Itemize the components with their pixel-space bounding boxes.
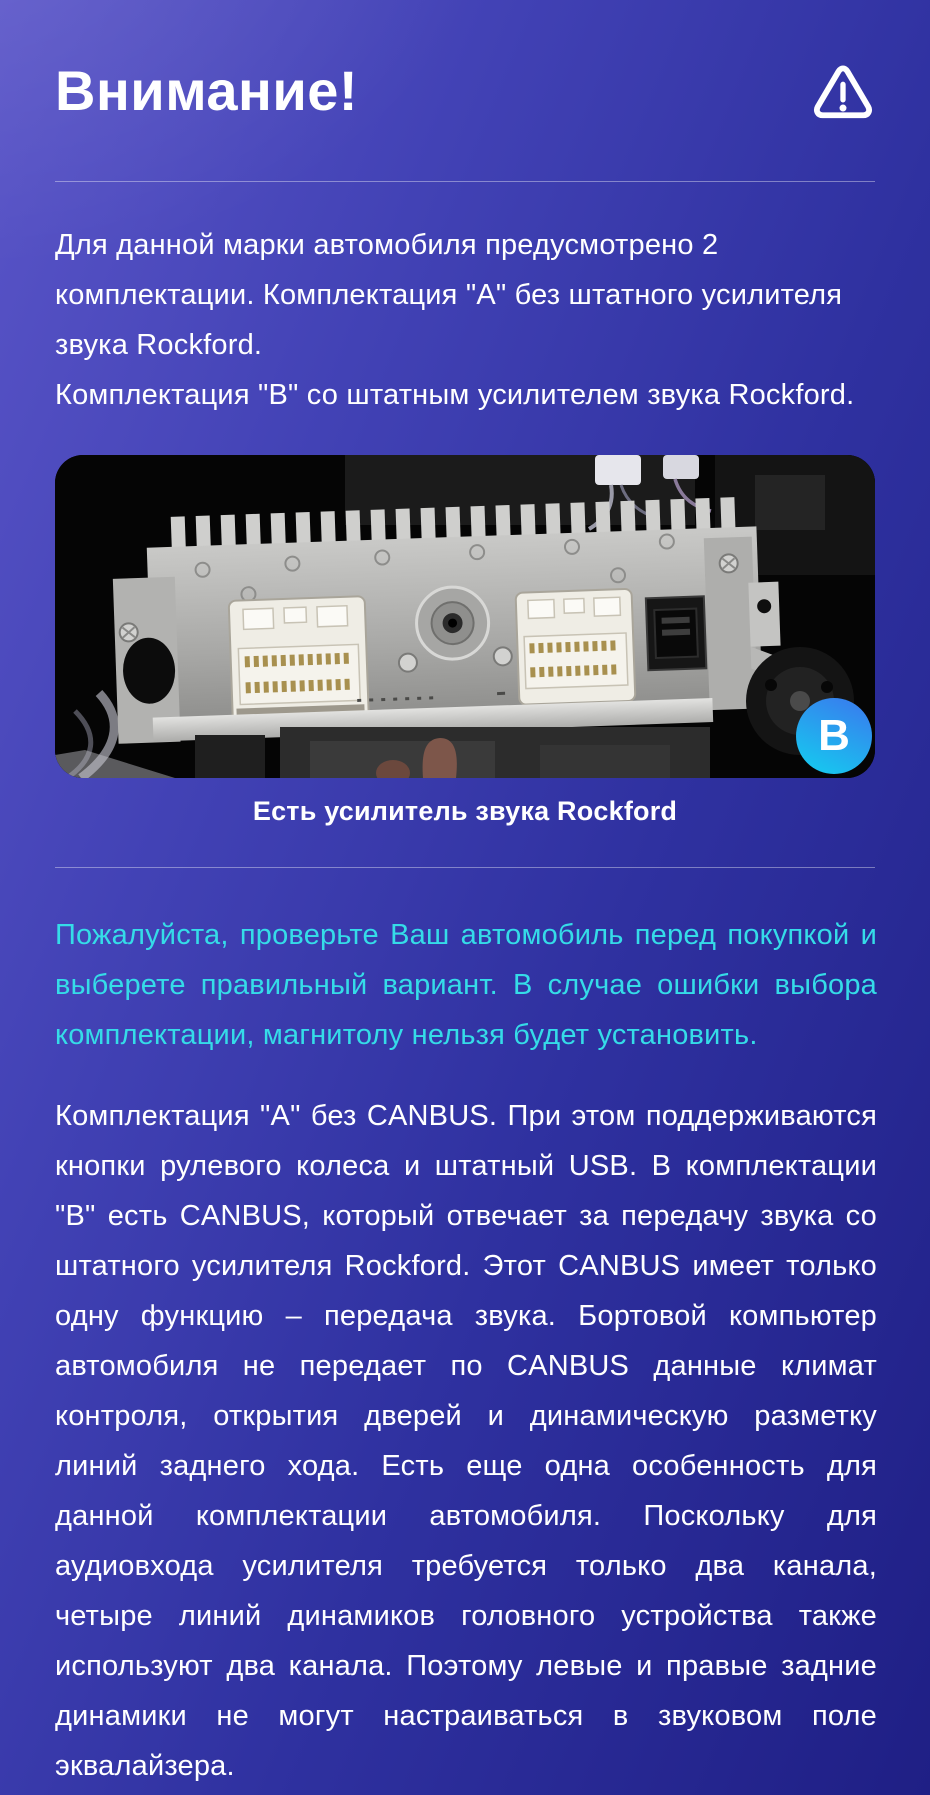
warning-triangle-icon bbox=[813, 64, 873, 122]
page-title: Внимание! bbox=[55, 59, 359, 122]
variant-b-badge: B bbox=[796, 698, 872, 774]
product-photo bbox=[55, 455, 875, 778]
purchase-warning-text: Пожалуйста, проверьте Ваш автомобиль перед покупкой и выберете правильный вариант. В случае ошибки выбора комплектации, магнитолу нельзя будет установить. bbox=[55, 919, 877, 1051]
divider bbox=[55, 181, 875, 182]
head-unit-rear-photo-illustration bbox=[55, 455, 875, 778]
config-b-paragraph: Комплектация "B" со штатным усилителем звука Rockford. bbox=[55, 379, 855, 411]
photo-caption: Есть усилитель звука Rockford bbox=[252, 796, 678, 826]
divider bbox=[55, 867, 875, 868]
intro-paragraph: Для данной марки автомобиля предусмотрено 2 комплектации. Комплектация "A" без штатного усилителя звука Rockford. bbox=[55, 229, 843, 361]
body-text: Комплектация "A" без CANBUS. При этом поддерживаются кнопки рулевого колеса и штатный USB. В комплектации "B" есть CANBUS, который отвечает за передачу звука со штатного усилителя Rockford. Этот CANBUS имеет только одну функцию – передача звука. Бортовой компьютер автомобиля не передает по CANBUS данные климат контроля, открытия дверей и динамическую разметку линий заднего хода. Есть еще одна особенность для данной комплектации автомобиля. Поскольку для аудиовхода усилителя требуется только два канала, четыре линий динамиков головного устройства также используют два канала. Поэтому левые и правые задние динамики не могут настраиваться в звуковом поле эквалайзера. bbox=[55, 1100, 877, 1782]
